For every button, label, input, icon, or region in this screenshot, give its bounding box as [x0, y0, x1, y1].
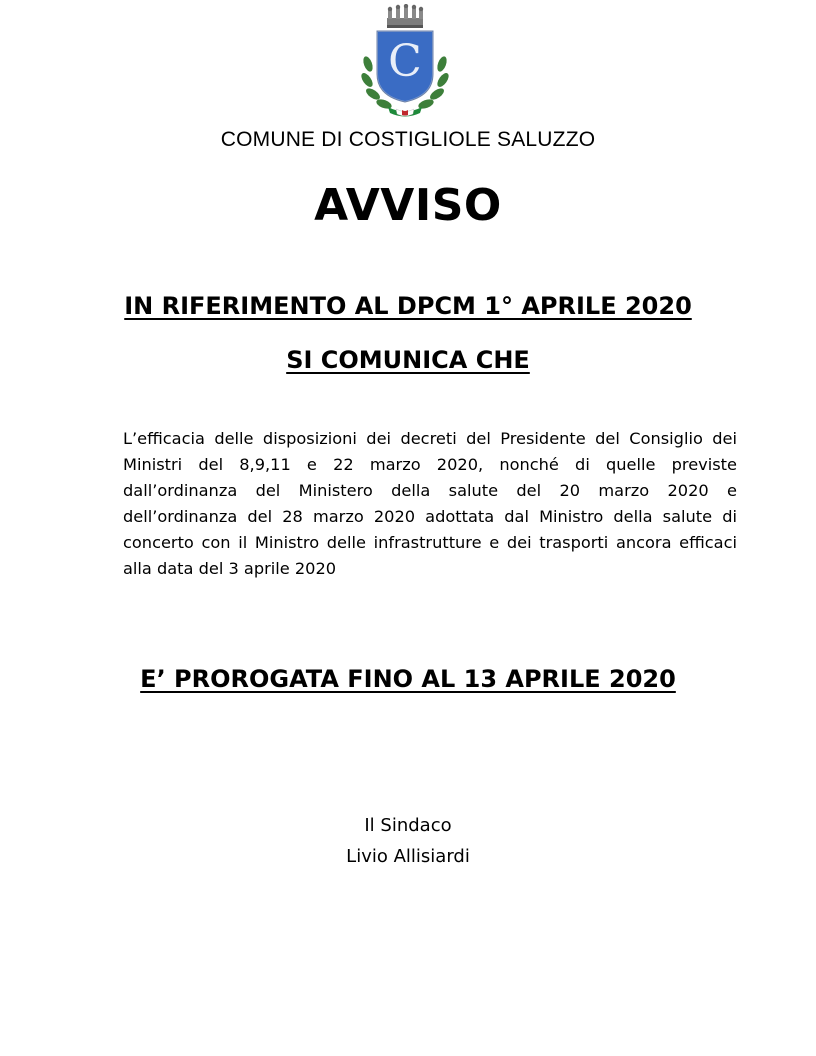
signature-name: Livio Allisiardi: [346, 846, 470, 867]
municipality-name: COMUNE DI COSTIGLIOLE SALUZZO: [220, 128, 596, 151]
notice-title: AVVISO: [314, 180, 502, 231]
svg-text:C: C: [388, 36, 422, 87]
notice-body: L’efficacia delle disposizioni dei decreti del Presidente del Consiglio dei Ministri del 8,9,11 e 22 marzo 2020, nonché di quelle previste dall’ordinanza del Ministero della salute del 20 marzo 2020 e dell’ordinanza del 28 marzo 2020 adottata dal Ministro della salute di concerto con il Ministro delle infrastrutture e dei trasporti ancora efficaci alla data del 3 aprile 2020: [123, 429, 737, 578]
ribbon-icon: [388, 107, 422, 117]
extension-heading: E’ PROROGATA FINO AL 13 APRILE 2020: [140, 665, 676, 693]
shield-icon: [377, 31, 433, 102]
crown-icon: [387, 4, 423, 28]
signature-role: Il Sindaco: [364, 815, 452, 836]
coat-of-arms-icon: [358, 4, 452, 120]
reference-heading: IN RIFERIMENTO AL DPCM 1° APRILE 2020: [124, 292, 692, 320]
communication-heading: SI COMUNICA CHE: [286, 346, 530, 374]
